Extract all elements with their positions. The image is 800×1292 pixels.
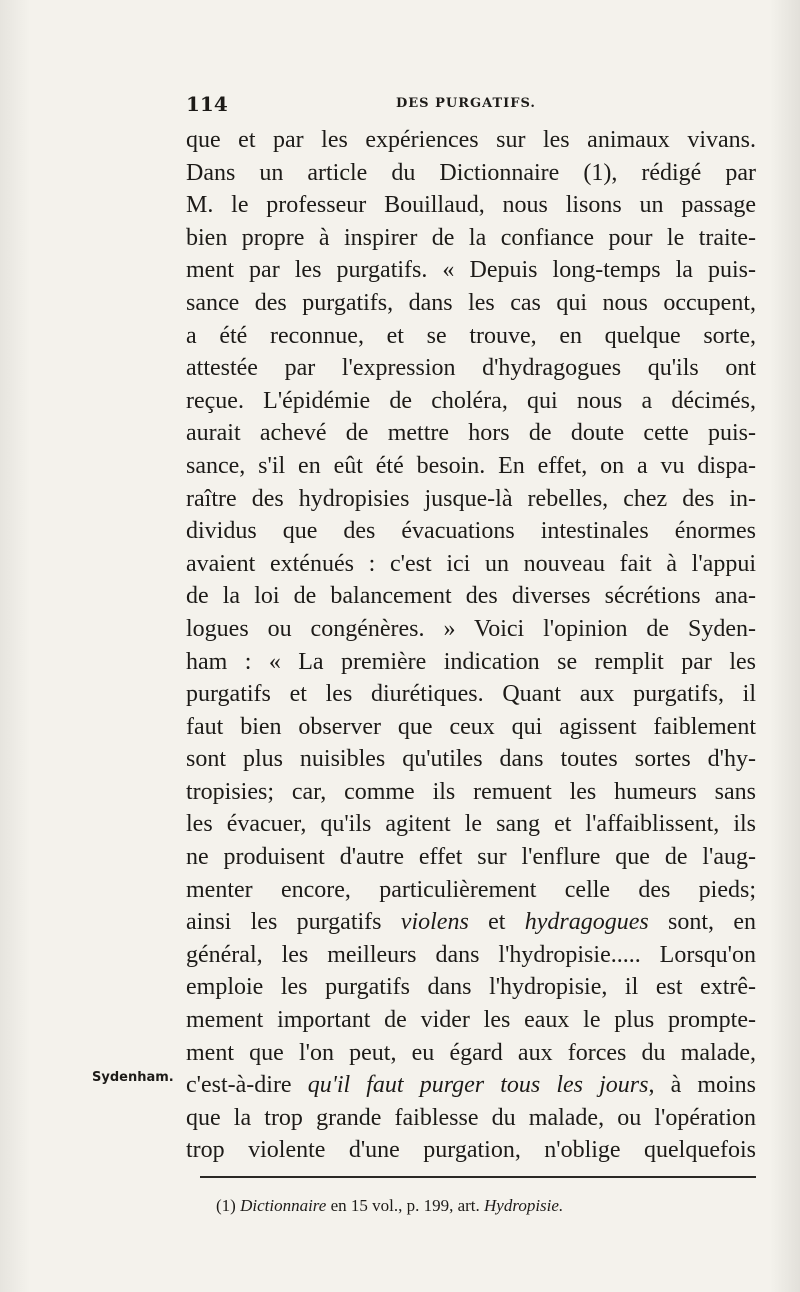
text-line: menter encore, particulièrement celle des pieds; (186, 876, 756, 903)
text-line: trop violente d'une purgation, n'oblige quelquefois (186, 1137, 756, 1164)
footnote (216, 1196, 756, 1216)
text-segment: et (468, 909, 525, 936)
italic-phrase: qu'il faut purger tous les jours (307, 1072, 649, 1099)
text-segment: sont, en (648, 909, 756, 936)
italic-term: violens (400, 909, 469, 936)
text-line: ham : « La première indication se remplit par les (186, 648, 756, 675)
text-line: bien propre à inspirer de la confiance pour le traite- (186, 224, 756, 251)
italic-term: hydragogues (524, 909, 649, 936)
text-line: ment que l'on peut, eu égard aux forces du malade, (186, 1039, 756, 1066)
text-line: aurait achevé de mettre hors de doute cette puis- (186, 420, 756, 447)
footnote-article: Hydropisie. (484, 1196, 564, 1215)
text-line: mement important de vider les eaux le plus prompte- (186, 1007, 756, 1034)
text-segment: , à moins (648, 1072, 756, 1099)
text-line: ne produisent d'autre effet sur l'enflure que de l'aug- (186, 844, 756, 871)
text-line: Dans un article du Dictionnaire (1), rédigé par (186, 159, 756, 186)
text-line: que et par les expériences sur les animaux vivans. (186, 127, 756, 153)
text-line: ment par les purgatifs. « Depuis long-temps la puis- (186, 257, 756, 284)
text-line: sance, s'il en eût été besoin. En effet, on a vu dispa- (186, 452, 756, 479)
footnote-title: Dictionnaire (240, 1196, 327, 1215)
footnote-text: en 15 vol., p. 199, art. (326, 1196, 485, 1215)
text-line: avaient exténués : c'est ici un nouveau fait à l'appui (186, 550, 756, 577)
text-line: raître des hydropisies jusque-là rebelles, chez des in- (186, 485, 756, 512)
text-line: sance des purgatifs, dans les cas qui nous occupent, (186, 289, 756, 316)
text-line: emploie les purgatifs dans l'hydropisie, il est extrê- (186, 974, 756, 1001)
text-line: de la loi de balancement des diverses sécrétions ana- (186, 583, 756, 610)
footnote-mark: (1) (216, 1196, 241, 1215)
text-line: tropisies; car, comme ils remuent les humeurs sans (186, 778, 756, 805)
text-segment: c'est-à-dire (186, 1072, 308, 1099)
text-line: M. le professeur Bouillaud, nous lisons un passage (186, 192, 756, 219)
body-text (186, 124, 756, 1167)
text-segment: ainsi les purgatifs (186, 909, 401, 936)
text-line: faut bien observer que ceux qui agissent faiblement (186, 713, 756, 740)
running-head: DES PURGATIFS. (396, 96, 536, 111)
text-line: que la trop grande faiblesse du malade, ou l'opération (186, 1104, 756, 1131)
text-line: attestée par l'expression d'hydragogues qu'ils ont (186, 355, 756, 382)
text-line: les évacuer, qu'ils agitent le sang et l'affaiblissent, ils (186, 811, 756, 838)
text-line: logues ou congénères. » Voici l'opinion de Syden- (186, 615, 756, 642)
text-line: purgatifs et les diurétiques. Quant aux purgatifs, il (186, 681, 756, 708)
margin-note: Sydenham. (92, 1070, 174, 1085)
text-line: a été reconnue, et se trouve, en quelque sorte, (186, 322, 756, 349)
page-number: 114 (186, 92, 228, 116)
footnote-rule (200, 1176, 756, 1178)
text-line: général, les meilleurs dans l'hydropisie..... Lorsqu'on (186, 941, 756, 968)
page-header (186, 92, 756, 122)
text-line: dividus que des évacuations intestinales énormes (186, 518, 756, 545)
text-line-with-italics (186, 1069, 756, 1102)
text-line: sont plus nuisibles qu'utiles dans toutes sortes d'hy- (186, 746, 756, 773)
text-line: reçue. L'épidémie de choléra, qui nous a décimés, (186, 387, 756, 414)
text-line-with-italics (186, 906, 756, 939)
